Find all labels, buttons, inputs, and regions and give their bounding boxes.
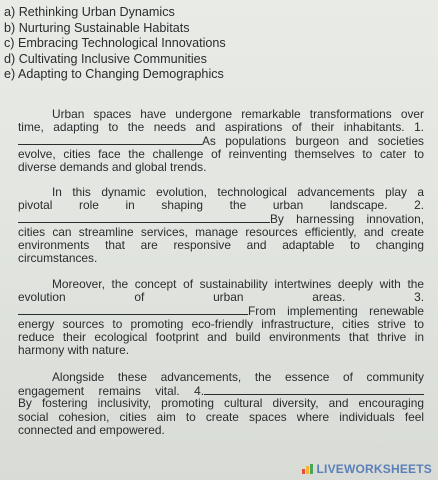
paragraph-line: diverse demands and global trends. <box>18 159 207 174</box>
blank-line-4: engagement remains vital. 4. <box>18 384 424 397</box>
bars-icon <box>302 464 314 474</box>
blank-line-3: From implementing renewable <box>18 304 424 317</box>
paragraph-line: evolve, cities face the challenge of reinventing themselves to cater to <box>18 146 424 161</box>
blank-line-2: By harnessing innovation, <box>18 212 424 225</box>
paragraph-line: connected and empowered. <box>18 422 165 437</box>
paragraph-4 <box>18 371 424 437</box>
liveworksheets-logo <box>302 462 432 476</box>
paragraph-line: By fostering inclusivity, promoting cultural diversity, and encouraging <box>18 396 424 411</box>
paragraph-line: reduce their ecological footprint and build environments that thrive in <box>18 329 424 344</box>
paragraph-line: environments that are responsive and adaptable to changing <box>18 237 424 252</box>
option-b: b) Nurturing Sustainable Habitats <box>4 20 190 35</box>
paragraph-2 <box>18 186 424 265</box>
paragraph-3 <box>18 278 424 357</box>
paragraph-line: Urban spaces have undergone remarkable transformations over <box>52 107 424 121</box>
paragraph-line: time, adapting to the needs and aspirations of their inhabitants. 1. <box>18 120 424 135</box>
answer-blank-1[interactable] <box>18 134 202 145</box>
paragraph-line: evolution of urban areas. 3. <box>18 290 424 305</box>
blank-line-1: As populations burgeon and societies <box>18 134 424 147</box>
paragraph-line: pivotal role in shaping the urban landscape. 2. <box>18 198 424 213</box>
answer-blank-3[interactable] <box>18 304 248 315</box>
option-a: a) Rethinking Urban Dynamics <box>4 5 175 19</box>
answer-blank-2[interactable] <box>18 212 270 223</box>
option-e: e) Adapting to Changing Demographics <box>4 67 224 82</box>
paragraph-1 <box>18 108 424 174</box>
paragraph-line: harmony with nature. <box>18 342 130 357</box>
paragraph-line: Moreover, the concept of sustainability intertwines deeply with the <box>52 277 424 291</box>
option-c: c) Embracing Technological Innovations <box>4 36 226 51</box>
paragraph-line: social cohesion, cities aim to create spaces where individuals feel <box>18 409 424 424</box>
options-list <box>4 5 226 83</box>
option-d: d) Cultivating Inclusive Communities <box>4 51 207 66</box>
paragraph-line: circumstances. <box>18 250 98 265</box>
paragraph-line: energy sources to promoting eco-friendly infrastructure, cities strive to <box>18 316 424 331</box>
brand-name: LIVEWORKSHEETS <box>316 462 432 476</box>
answer-blank-4[interactable] <box>204 384 424 395</box>
paragraph-line: In this dynamic evolution, technological advancements play a <box>52 185 424 199</box>
paragraph-line: cities can streamline services, manage resources efficiently, and create <box>18 224 424 239</box>
paragraph-line: Alongside these advancements, the essence of community <box>52 370 424 384</box>
